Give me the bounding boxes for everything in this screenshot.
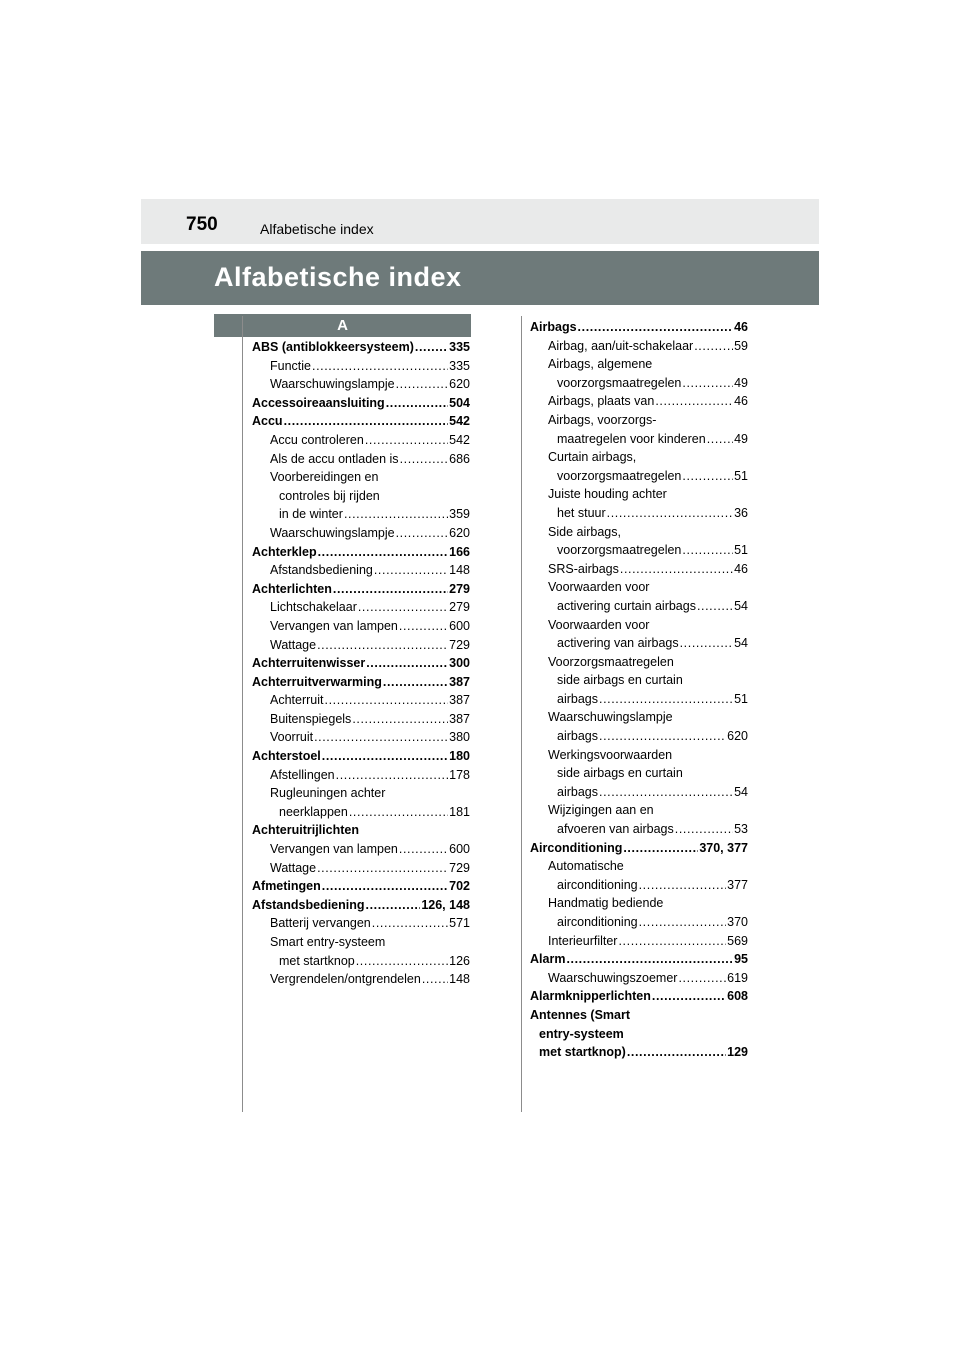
- dot-leader: [317, 636, 448, 655]
- dot-leader: [680, 634, 733, 653]
- index-entry-label: Side airbags,: [548, 524, 621, 539]
- index-entry: [252, 747, 470, 766]
- index-entry-label: activering curtain airbags: [557, 598, 696, 613]
- index-entry: [530, 764, 748, 783]
- dot-leader: [399, 840, 448, 859]
- index-entry-label: Waarschuwingslampje: [270, 525, 395, 540]
- dot-leader: [322, 877, 448, 896]
- index-entry: [530, 467, 748, 486]
- index-entry-page: 178: [449, 767, 470, 782]
- index-entry: [530, 987, 748, 1006]
- index-entry-label: Vergrendelen/ontgrendelen: [270, 972, 421, 987]
- index-entry-page: 51: [734, 543, 748, 558]
- dot-leader: [344, 505, 448, 524]
- running-header: [141, 199, 819, 244]
- index-entry: [530, 374, 748, 393]
- index-entry-page: 359: [449, 507, 470, 522]
- dot-leader: [682, 467, 733, 486]
- index-entry-label: activering van airbags: [557, 636, 679, 651]
- index-entry-label: Afstellingen: [270, 767, 335, 782]
- index-entry: [252, 654, 470, 673]
- index-entry-label: Werkingsvoorwaarden: [548, 747, 673, 762]
- dot-leader: [383, 673, 448, 692]
- index-entry: [252, 338, 470, 357]
- index-entry-page: 619: [727, 970, 748, 985]
- index-entry: [252, 375, 470, 394]
- dot-leader: [639, 913, 727, 932]
- index-entry: [252, 431, 470, 450]
- index-entry-page: 126: [449, 953, 470, 968]
- index-entry-page: 181: [449, 804, 470, 819]
- index-entry: [530, 1025, 748, 1044]
- index-entry: [530, 616, 748, 635]
- dot-leader: [400, 450, 449, 469]
- index-entry-label: Wattage: [270, 860, 317, 875]
- index-entry-page: 370: [727, 915, 748, 929]
- index-entry-page: 46: [734, 394, 748, 409]
- index-entry-label: Handmatig bediende: [548, 896, 664, 911]
- index-entry-label: side airbags en curtain: [557, 766, 683, 781]
- index-entry-page: 335: [449, 340, 470, 354]
- index-entry: [252, 580, 470, 599]
- index-entry-page: 571: [449, 916, 470, 931]
- index-entry-page: 49: [734, 375, 748, 390]
- dot-leader: [396, 375, 449, 394]
- index-column-right: [530, 318, 748, 1062]
- dot-leader: [322, 747, 448, 766]
- index-entry-page: 59: [734, 338, 748, 353]
- index-entry-page: 620: [727, 729, 748, 744]
- index-entry-page: 46: [734, 320, 748, 334]
- index-entry-label: Accu controleren: [270, 432, 364, 447]
- index-entry: [530, 653, 748, 672]
- index-entry-label: airconditioning: [557, 877, 638, 892]
- index-entry: [530, 634, 748, 653]
- letter-section-header: A: [214, 314, 471, 337]
- index-entry: [530, 857, 748, 876]
- dot-leader: [399, 617, 448, 636]
- index-entry: [530, 355, 748, 374]
- dot-leader: [386, 394, 448, 413]
- dot-leader: [652, 987, 726, 1006]
- dot-leader: [333, 580, 448, 599]
- index-entry-label: SRS-airbags: [548, 561, 619, 576]
- index-entry-label: Antennes (Smart: [530, 1007, 631, 1022]
- index-entry: [530, 392, 748, 411]
- index-entry-label: Waarschuwingslampje: [270, 377, 395, 392]
- index-entry-page: 380: [449, 730, 470, 745]
- index-entry-page: 608: [727, 989, 748, 1004]
- index-entry-label: Voorwaarden voor: [548, 617, 650, 632]
- index-entry-label: Voorzorgsmaatregelen: [548, 654, 674, 669]
- dot-leader: [365, 431, 448, 450]
- index-entry: [252, 877, 470, 896]
- index-entry-label: ABS (antiblokkeersysteem): [252, 340, 414, 354]
- index-entry-label: airbags: [557, 691, 598, 706]
- dot-leader: [374, 561, 448, 580]
- index-entry-label: Achterstoel: [252, 749, 321, 764]
- index-entry-page: 148: [449, 563, 470, 578]
- index-entry: [252, 728, 470, 747]
- index-entry-label: Automatische: [548, 859, 624, 874]
- dot-leader: [682, 541, 733, 560]
- index-entry: [252, 914, 470, 933]
- index-entry-label: voorzorgsmaatregelen: [557, 375, 682, 390]
- index-entry: [530, 727, 748, 746]
- index-entry-page: 51: [734, 691, 748, 706]
- index-entry-page: 504: [449, 395, 470, 410]
- index-entry-page: 569: [727, 933, 748, 948]
- index-entry-label: met startknop: [279, 953, 355, 968]
- index-entry: [530, 671, 748, 690]
- index-entry-page: 620: [449, 377, 470, 392]
- index-entry-label: Functie: [270, 358, 311, 373]
- index-entry: [252, 617, 470, 636]
- index-entry-page: 600: [449, 842, 470, 857]
- index-entry: [252, 691, 470, 710]
- index-entry-label: Afstandsbediening: [252, 897, 365, 912]
- index-entry-label: Wattage: [270, 637, 317, 652]
- index-entry: [252, 394, 470, 413]
- index-entry: [252, 821, 470, 840]
- index-entry-page: 279: [449, 600, 470, 615]
- index-entry: [530, 950, 748, 969]
- index-entry: [252, 524, 470, 543]
- index-entry: [252, 357, 470, 376]
- dot-leader: [694, 337, 733, 356]
- dot-leader: [623, 839, 698, 858]
- index-entry: [530, 969, 748, 988]
- index-entry-label: Als de accu ontladen is: [270, 451, 399, 466]
- dot-leader: [356, 952, 448, 971]
- index-entry-label: Alarm: [530, 952, 566, 967]
- index-entry-page: 686: [449, 451, 470, 466]
- index-entry-page: 49: [734, 431, 748, 446]
- index-entry-page: 387: [449, 674, 470, 689]
- index-entry: [530, 839, 748, 858]
- dot-leader: [318, 543, 449, 562]
- dot-leader: [358, 598, 448, 617]
- index-entry-label: airbags: [557, 729, 598, 744]
- index-entry-label: airconditioning: [557, 915, 638, 929]
- index-entry-label: Voorbereidingen en: [270, 470, 379, 485]
- index-entry: [252, 859, 470, 878]
- index-entry: [252, 952, 470, 971]
- index-entry: [530, 913, 748, 932]
- index-entry-page: 126, 148: [421, 897, 470, 912]
- index-entry-label: controles bij rijden: [279, 488, 380, 503]
- dot-leader: [349, 803, 448, 822]
- index-entry: [252, 784, 470, 803]
- index-entry-label: entry-systeem: [539, 1026, 624, 1041]
- index-entry: [530, 820, 748, 839]
- index-entry-page: 620: [449, 525, 470, 540]
- index-entry-label: Airbags: [530, 320, 577, 334]
- index-entry: [252, 561, 470, 580]
- dot-leader: [599, 690, 733, 709]
- index-entry-label: Waarschuwingslampje: [548, 710, 673, 725]
- index-entry: [530, 337, 748, 356]
- index-entry-label: Afmetingen: [252, 879, 321, 894]
- index-entry-page: 148: [449, 972, 470, 987]
- index-entry-page: 54: [734, 636, 748, 651]
- index-entry: [530, 783, 748, 802]
- column-divider-right: [521, 316, 522, 1112]
- index-entry-label: Airbags, algemene: [548, 357, 653, 372]
- index-entry-page: 702: [449, 879, 470, 894]
- dot-leader: [372, 914, 448, 933]
- dot-leader: [415, 338, 448, 357]
- index-entry-label: Airbags, voorzorgs-: [548, 412, 657, 427]
- dot-leader: [566, 950, 733, 969]
- index-entry-label: Vervangen van lampen: [270, 618, 398, 633]
- index-entry-label: neerklappen: [279, 804, 348, 819]
- dot-leader: [352, 710, 448, 729]
- index-entry-label: met startknop): [539, 1045, 626, 1060]
- index-entry-page: 542: [449, 414, 470, 429]
- dot-leader: [655, 392, 733, 411]
- index-entry: [530, 411, 748, 430]
- index-entry: [530, 801, 748, 820]
- index-entry-label: Afstandsbediening: [270, 563, 373, 578]
- index-entry-label: Accu: [252, 414, 283, 429]
- index-entry-label: Smart entry-systeem: [270, 935, 386, 949]
- index-entry: [252, 598, 470, 617]
- index-entry: [530, 1006, 748, 1025]
- index-entry: [530, 318, 748, 337]
- dot-leader: [366, 654, 448, 673]
- index-entry: [530, 746, 748, 765]
- index-entry: [252, 450, 470, 469]
- index-entry-label: Achterklep: [252, 544, 317, 559]
- index-entry-label: Accessoireaansluiting: [252, 395, 385, 410]
- index-entry: [252, 636, 470, 655]
- index-entry: [530, 932, 748, 951]
- dot-leader: [607, 504, 733, 523]
- index-entry-page: 387: [449, 693, 470, 708]
- dot-leader: [599, 727, 726, 746]
- dot-leader: [396, 524, 449, 543]
- index-entry-label: Voorwaarden voor: [548, 580, 650, 595]
- index-entry: [530, 1043, 748, 1062]
- index-entry: [530, 876, 748, 895]
- index-entry-page: 370, 377: [699, 840, 748, 855]
- dot-leader: [627, 1043, 726, 1062]
- index-entry-label: Achterruitverwarming: [252, 674, 382, 689]
- dot-leader: [578, 318, 734, 337]
- index-entry-page: 54: [734, 598, 748, 613]
- index-entry: [252, 933, 470, 952]
- index-entry: [252, 766, 470, 785]
- index-entry-page: 166: [449, 544, 470, 559]
- index-entry-page: 180: [449, 749, 470, 764]
- index-entry: [530, 448, 748, 467]
- dot-leader: [366, 896, 421, 915]
- index-entry-label: side airbags en curtain: [557, 673, 683, 688]
- dot-leader: [422, 970, 448, 989]
- dot-leader: [678, 969, 726, 988]
- index-entry-label: Buitenspiegels: [270, 711, 352, 726]
- index-entry: [252, 840, 470, 859]
- index-entry-label: Wijzigingen aan en: [548, 803, 654, 818]
- index-entry-label: Voorruit: [270, 730, 314, 745]
- index-entry-page: 387: [449, 711, 470, 726]
- index-entry: [252, 970, 470, 989]
- index-entry-page: 51: [734, 468, 748, 483]
- index-entry-label: Airbags, plaats van: [548, 394, 655, 409]
- index-entry-page: 54: [734, 784, 748, 799]
- index-entry-page: 335: [449, 358, 470, 373]
- index-entry-page: 46: [734, 561, 748, 576]
- index-entry-label: Curtain airbags,: [548, 450, 637, 465]
- dot-leader: [618, 932, 726, 951]
- index-entry: [530, 504, 748, 523]
- index-entry: [530, 430, 748, 449]
- index-entry-page: 600: [449, 618, 470, 633]
- index-entry-label: Airconditioning: [530, 840, 623, 855]
- page-number: 750: [186, 214, 218, 235]
- index-entry: [530, 485, 748, 504]
- running-header-title: Alfabetische index: [260, 221, 374, 237]
- index-entry-label: afvoeren van airbags: [557, 822, 674, 837]
- index-entry-label: maatregelen voor kinderen: [557, 431, 706, 446]
- index-entry: [252, 487, 470, 506]
- index-entry-label: Vervangen van lampen: [270, 842, 398, 857]
- dot-leader: [599, 783, 733, 802]
- index-entry: [530, 894, 748, 913]
- index-entry: [252, 803, 470, 822]
- index-entry-page: 279: [449, 581, 470, 596]
- dot-leader: [284, 412, 449, 431]
- index-entry-page: 729: [449, 860, 470, 875]
- index-entry: [530, 690, 748, 709]
- index-entry-label: airbags: [557, 784, 598, 799]
- index-entry-label: Rugleuningen achter: [270, 786, 386, 801]
- index-entry-label: Alarmknipperlichten: [530, 989, 651, 1004]
- index-entry-page: 300: [449, 656, 470, 671]
- index-entry-label: Achteruitrijlichten: [252, 823, 359, 838]
- index-entry-label: Airbag, aan/uit-schakelaar: [548, 338, 694, 353]
- index-column-left: [252, 338, 470, 989]
- index-entry: [530, 578, 748, 597]
- index-entry-page: 129: [727, 1045, 748, 1060]
- dot-leader: [312, 357, 448, 376]
- dot-leader: [620, 560, 733, 579]
- index-entry-label: Waarschuwingszoemer: [548, 970, 678, 985]
- index-entry: [530, 560, 748, 579]
- index-entry-label: Achterruit: [270, 693, 324, 708]
- dot-leader: [336, 766, 449, 785]
- index-entry: [530, 541, 748, 560]
- index-entry-page: 53: [734, 822, 748, 837]
- dot-leader: [317, 859, 448, 878]
- index-entry-page: 729: [449, 637, 470, 652]
- page-title: Alfabetische index: [214, 262, 462, 292]
- index-entry: [252, 543, 470, 562]
- index-entry: [252, 896, 470, 915]
- dot-leader: [639, 876, 727, 895]
- index-entry-page: 95: [734, 952, 748, 967]
- index-entry: [252, 673, 470, 692]
- index-entry-page: 542: [449, 432, 470, 447]
- index-entry-page: 377: [727, 877, 748, 892]
- index-entry-label: Achterlichten: [252, 581, 332, 596]
- index-entry-label: voorzorgsmaatregelen: [557, 468, 682, 483]
- index-entry-label: Interieurfilter: [548, 933, 618, 948]
- index-entry-label: Achterruitenwisser: [252, 656, 366, 671]
- index-entry: [252, 412, 470, 431]
- index-entry: [252, 468, 470, 487]
- index-entry: [252, 505, 470, 524]
- dot-leader: [325, 691, 449, 710]
- index-entry: [530, 597, 748, 616]
- dot-leader: [682, 374, 733, 393]
- index-entry-label: het stuur: [557, 505, 606, 520]
- dot-leader: [314, 728, 448, 747]
- index-entry-label: Lichtschakelaar: [270, 600, 357, 615]
- index-entry-page: 36: [734, 505, 748, 520]
- index-entry-label: in de winter: [279, 507, 343, 522]
- dot-leader: [697, 597, 733, 616]
- index-entry: [530, 523, 748, 542]
- column-divider-left: [242, 316, 243, 1112]
- index-entry-label: Juiste houding achter: [548, 487, 667, 502]
- dot-leader: [707, 430, 733, 449]
- index-entry: [530, 708, 748, 727]
- index-entry-label: Batterij vervangen: [270, 916, 371, 931]
- index-entry: [252, 710, 470, 729]
- dot-leader: [675, 820, 733, 839]
- index-entry-label: voorzorgsmaatregelen: [557, 543, 682, 558]
